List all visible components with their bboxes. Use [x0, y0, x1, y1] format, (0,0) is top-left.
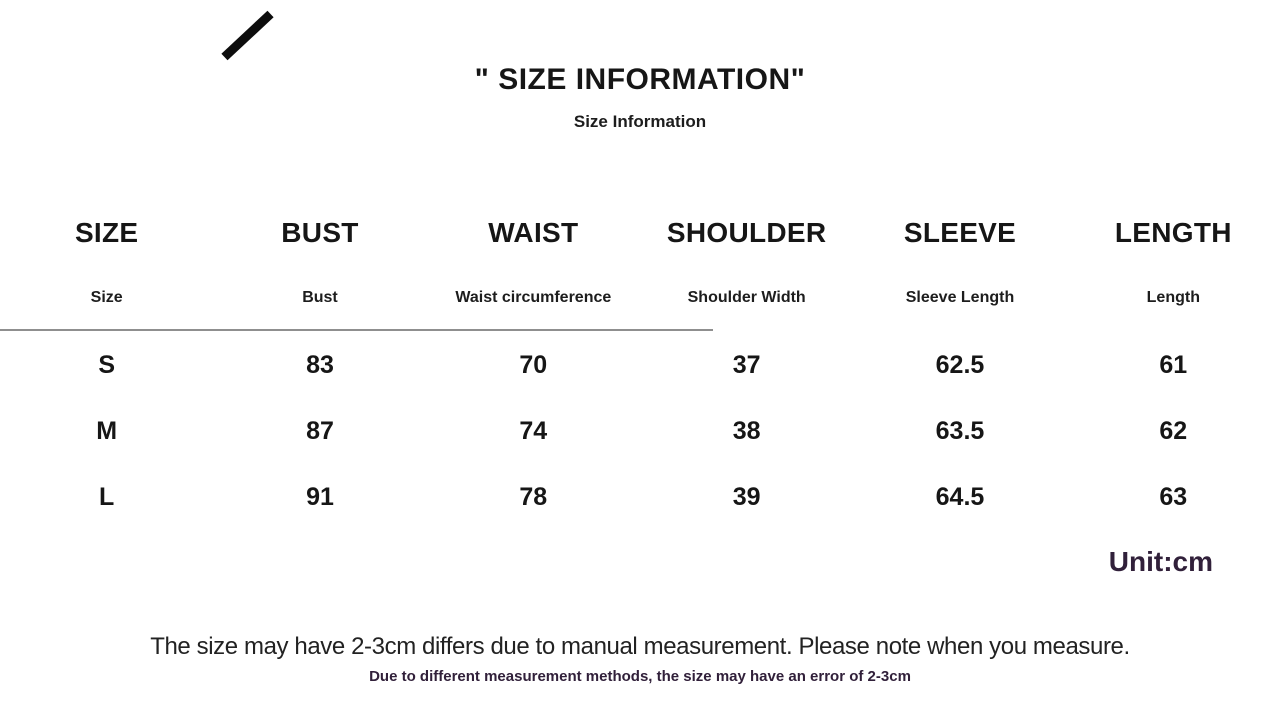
column-header-bust: BUST — [281, 217, 359, 248]
cell-waist: 74 — [519, 417, 548, 445]
column-subheader-size: Size — [90, 289, 123, 306]
table-row-size-l — [0, 481, 1280, 513]
page-title: " SIZE INFORMATION" — [474, 63, 806, 96]
cell-shoulder: 37 — [732, 351, 761, 379]
cell-waist: 78 — [519, 483, 548, 511]
table-row-size-s — [0, 349, 1280, 381]
column-subheader-bust: Bust — [302, 289, 338, 306]
header-divider-line — [0, 329, 713, 331]
column-subheader-sleeve: Sleeve Length — [905, 289, 1015, 306]
cell-sleeve: 63.5 — [935, 417, 985, 445]
column-header-sleeve: SLEEVE — [903, 217, 1017, 248]
cell-size: S — [98, 351, 115, 379]
cell-size: L — [99, 483, 115, 511]
cell-sleeve: 64.5 — [935, 483, 985, 511]
unit-label: Unit:cm — [1108, 546, 1213, 577]
cell-size: M — [96, 417, 118, 445]
cell-bust: 87 — [306, 417, 334, 445]
diagonal-stroke-mark — [221, 11, 273, 61]
cell-sleeve: 62.5 — [935, 351, 985, 379]
page-subtitle: Size Information — [573, 112, 707, 131]
cell-bust: 91 — [306, 483, 334, 511]
column-subheader-waist: Waist circumference — [455, 289, 612, 306]
measurement-disclaimer-secondary: Due to different measurement methods, the size may have an error of 2-3cm — [369, 668, 911, 685]
column-subheader-length: Length — [1146, 289, 1200, 306]
column-header-size: SIZE — [74, 217, 139, 248]
column-subheader-shoulder: Shoulder Width — [687, 289, 806, 306]
table-row-size-m — [0, 415, 1280, 447]
cell-length: 62 — [1159, 417, 1188, 445]
cell-length: 61 — [1159, 351, 1188, 379]
table-subheader-row — [0, 288, 1280, 308]
cell-shoulder: 39 — [732, 483, 761, 511]
measurement-disclaimer-primary: The size may have 2-3cm differs due to manual measurement. Please note when you measure. — [150, 633, 1130, 660]
column-header-length: LENGTH — [1114, 217, 1232, 248]
cell-bust: 83 — [306, 351, 334, 379]
column-header-waist: WAIST — [488, 217, 579, 248]
cell-waist: 70 — [519, 351, 548, 379]
cell-shoulder: 38 — [732, 417, 761, 445]
table-header-row — [0, 216, 1280, 250]
column-header-shoulder: SHOULDER — [666, 217, 827, 248]
cell-length: 63 — [1159, 483, 1188, 511]
